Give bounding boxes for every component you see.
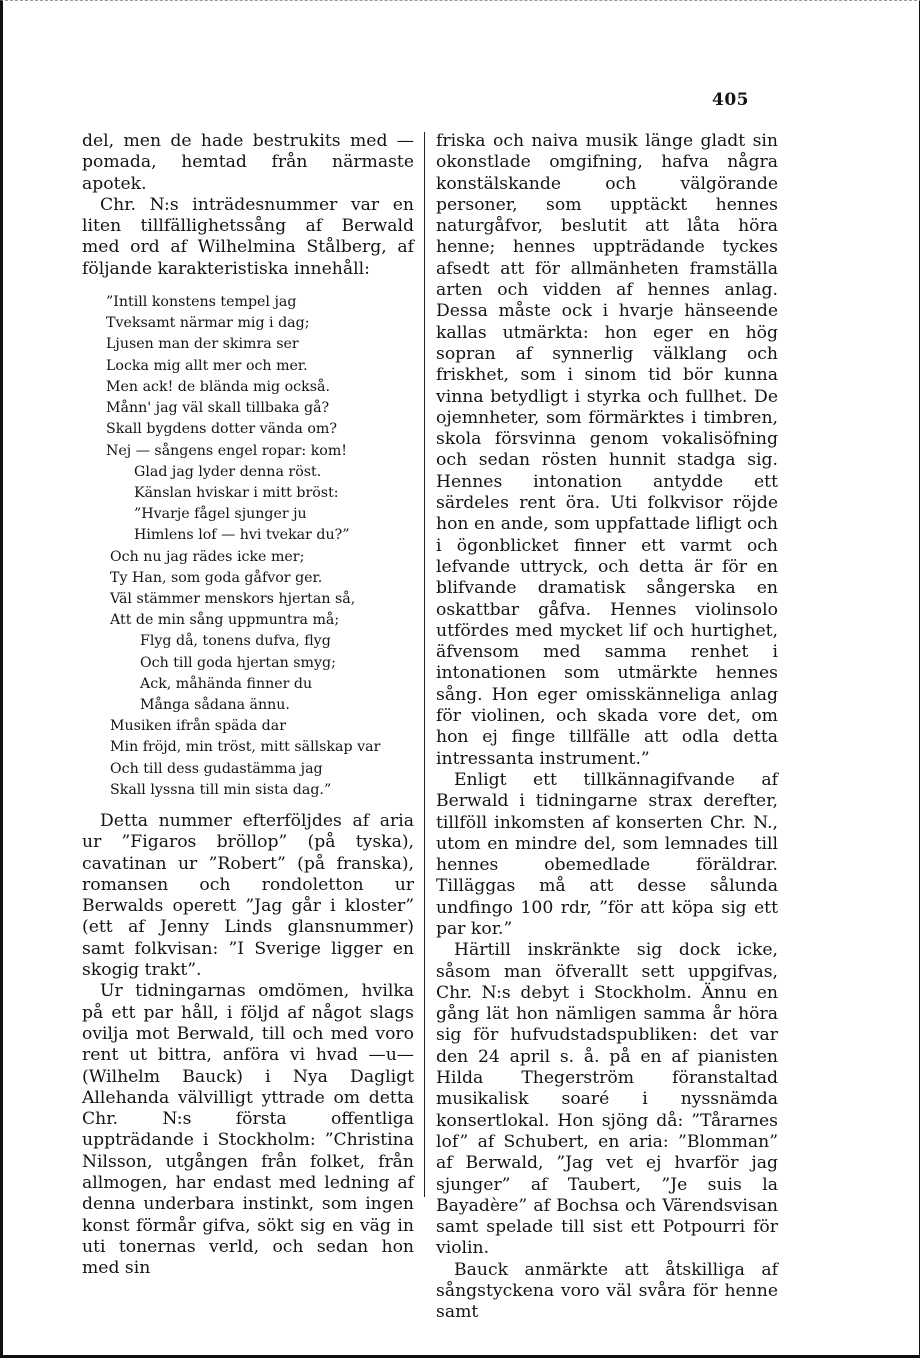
column-divider [424,132,425,1197]
poem-line: Väl stämmer menskors hjertan så, [110,590,356,607]
poem-line: ”Intill konstens tempel jag [106,294,297,311]
poem-block [106,292,414,801]
paragraph: Ur tidningarnas omdömen, hvilka på ett par håll, i följd af något slags ovilja mot Berwald, till och med voro rent ut bittra, anföra vi hvad —u— (Wilhelm Bauck) i Nya Dagligt Allehanda välvilligt yttrade om detta Chr. N:s första offentliga uppträdande i Stockholm: ”Christina Nilsson, utgången från folket, från allmogen, har endast med ledning af denna underbara instinkt, som ingen konst förmår gifva, sökt sig en väg in uti tonernas verld, och sedan hon med sin [82,981,414,1279]
poem-line: Ty Han, som goda gåfvor ger. [110,569,323,586]
poem-line: Flyg då, tonens dufva, flyg [140,633,331,650]
poem-line: Och till dess gudastämma jag [110,760,323,777]
poem-line: Känslan hviskar i mitt bröst: [134,484,339,501]
poem-line: Skall bygdens dotter vända om? [106,421,337,438]
poem-line: Och till goda hjertan smyg; [140,654,336,671]
poem-line: Min fröjd, min tröst, mitt sällskap var [110,739,381,756]
paragraph: Detta nummer efterföljdes af aria ur ”Figaros bröllop” (på tyska), cavatinan ur ”Robert” (på franska), romansen och rondoletton ur Berwalds operett ”Jag går i kloster” (ett af Jenny Linds glansnummer) samt folkvisan: ”I Sverige ligger en skogig trakt”. [82,810,414,981]
poem-line: Ack, måhända finner du [140,675,313,692]
poem-line: Månn' jag väl skall tillbaka gå? [106,400,330,417]
poem-line: Ljusen man der skimra ser [106,336,299,353]
poem-line: Himlens lof — hvi tvekar du?” [134,527,350,544]
right-column [436,131,778,1324]
paragraph: Härtill inskränkte sig dock icke, såsom man öfverallt sett uppgifvas, Chr. N:s debyt i Stockholm. Ännu en gång lät hon nämligen samma år höra sig för hufvudstadspubliken: det var den 24 april s. å. på en af pianisten Hilda Thegerström föranstaltad musikalisk soaré i nyssnämda konsertlokal. Hon sjöng då: ”Tårarnes lof” af Schubert, en aria: ”Blomman” af Berwald, ”Jag vet ej hvarför jag sjunger” af Taubert, ”Je suis la Bayadère” af Bochsa och Värendsvisan samt spelade till sist ett Potpourri för violin. [436,940,778,1259]
poem-line: Nej — sångens engel ropar: kom! [106,442,347,459]
poem-line: Locka mig allt mer och mer. [106,357,308,374]
poem-line: Musiken ifrån späda dar [110,718,286,735]
poem-line: Tveksamt närmar mig i dag; [106,315,310,332]
paragraph: Bauck anmärkte att åtskilliga af sångstyckena voro väl svåra för henne samt [436,1259,778,1323]
poem-line: Många sådana ännu. [140,696,290,713]
left-column [82,131,414,1279]
poem-line: Skall lyssna till min sista dag.” [110,781,332,798]
poem-line: Att de min sång uppmuntra må; [110,612,340,629]
poem-line: Och nu jag rädes icke mer; [110,548,305,565]
paragraph: friska och naiva musik länge gladt sin okonstlade omgifning, hafva några konstälskande och välgörande personer, som upptäckt hennes naturgåfvor, beslutit att låta höra henne; hennes uppträdande tyckes afsedt att för allmänheten framställa arten och vidden af hennes anlag. Dessa måste ock i hvarje hänseende kallas utmärkta: hon eger en hög sopran af synnerlig välklang och friskhet, som i sinom tid bör kunna vinna betydligt i styrka och fullhet. De ojemnheter, som förmärktes i timbren, skola försvinna genom vokalisöfning och sedan rösten hunnit stadga sig. Hennes intonation antydde ett särdeles rent öra. Uti folkvisor röjde hon en ande, som uppfattade lifligt och i ögonblicket finner ett varmt och lefvande uttryck, och detta är för en blifvande dramatisk sångerska en oskattbar gåfva. Hennes violinsolo utfördes med mycket lif och hurtighet, äfvensom med samma renhet i intonationen som utmärkte hennes sång. Hon eger omisskänneliga anlag för violinen, och skada vore det, om hon ej finge tillfälle att odla detta intressanta instrument.” [436,131,778,769]
poem-line: Glad jag lyder denna röst. [134,463,322,480]
page-number: 405 [712,90,749,110]
paragraph: Chr. N:s inträdesnummer var en liten tillfällighetssång af Berwald med ord af Wilhelmina Stålberg, af följande karakteristiska innehåll: [82,194,414,279]
paragraph: Enligt ett tillkännagifvande af Berwald i tidningarne strax derefter, tillföll inkomsten af konserten Chr. N., utom en mindre del, som lemnades till hennes obemedlade föräldrar. Tilläggas må att desse sålunda undfingo 100 rdr, ”för att köpa sig ett par kor.” [436,769,778,939]
poem-line: ”Hvarje fågel sjunger ju [134,506,307,523]
poem-line: Men ack! de blända mig också. [106,378,330,395]
paragraph: del, men de hade bestrukits med — pomada, hemtad från närmaste apotek. [82,131,414,194]
